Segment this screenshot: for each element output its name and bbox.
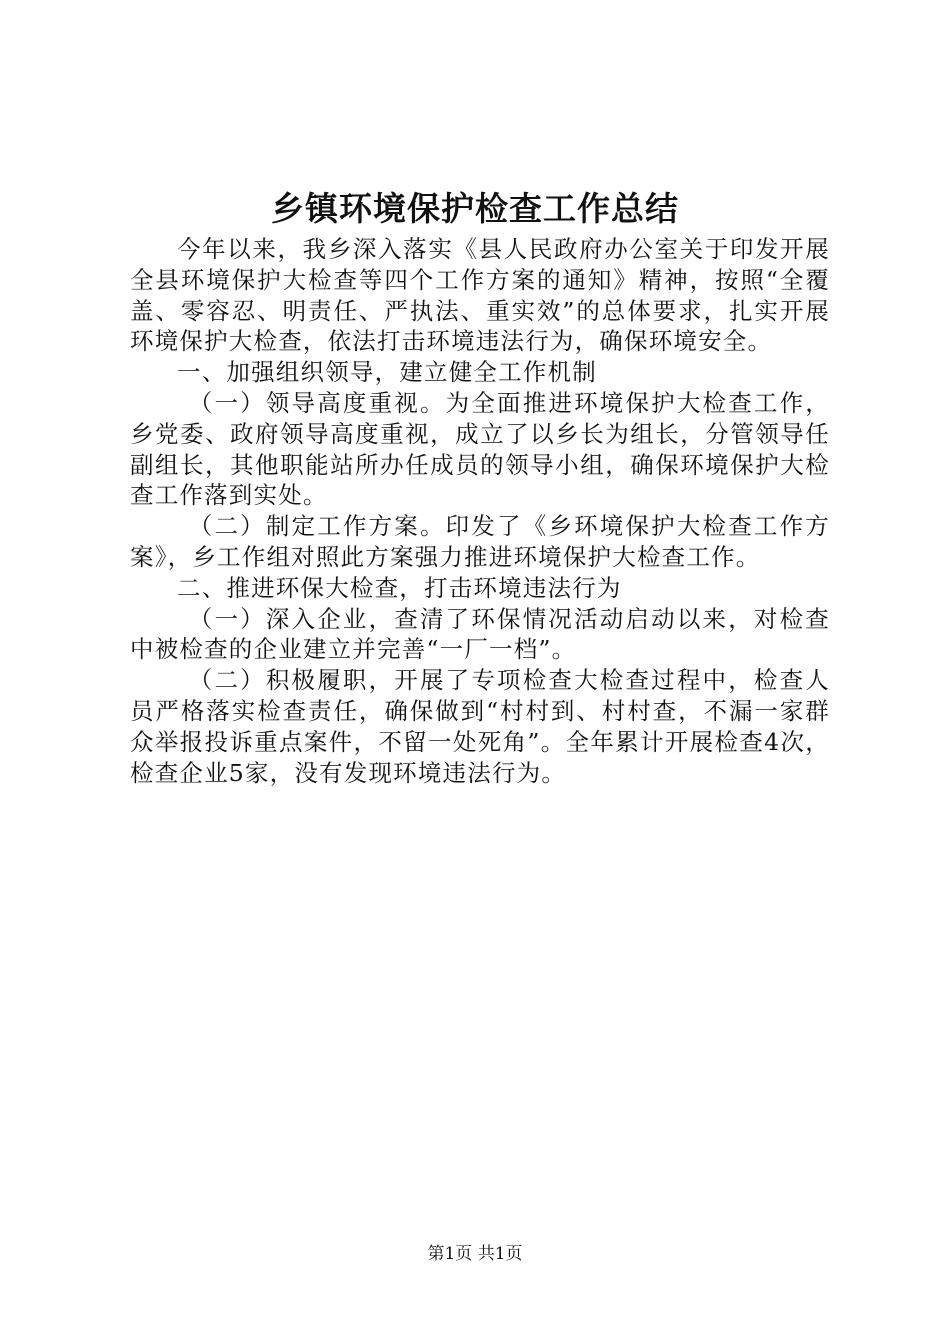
document-body: [130, 234, 830, 788]
section-heading-1: 一、加强组织领导，建立健全工作机制: [177, 358, 597, 387]
subsection-2-2: （二）积极履职，开展了专项检查大检查过程中，检查人员严格落实检查责任，确保做到“村村到、村村查，不漏一家群众举报投诉重点案件，不留一处死角”。全年累计开展检查4次，检查企业5家，没有发现环境违法行为。: [130, 666, 830, 787]
subsection-1-2: （二）制定工作方案。印发了《乡环境保护大检查工作方案》，乡工作组对照此方案强力推进环境保护大检查工作。: [130, 512, 830, 571]
document-title: 乡镇环境保护检查工作总结: [271, 189, 679, 228]
subsection-2-1: （一）深入企业，查清了环保情况活动启动以来，对检查中被检查的企业建立并完善“一厂一档”。: [130, 604, 830, 664]
subsection-1-1: （一）领导高度重视。为全面推进环境保护大检查工作，乡党委、政府领导高度重视，成立了以乡长为组长，分管领导任副组长，其他职能站所办任成员的领导小组，确保环境保护大检查工作落到实处。: [130, 388, 830, 510]
page-footer: 第1页 共1页: [427, 1244, 523, 1264]
intro-paragraph: 今年以来，我乡深入落实《县人民政府办公室关于印发开展全县环境保护大检查等四个工作方案的通知》精神，按照“全覆盖、零容忍、明责任、严执法、重实效”的总体要求，扎实开展环境保护大检查，依法打击环境违法行为，确保环境安全。: [130, 235, 830, 356]
section-heading-2: 二、推进环保大检查，打击环境违法行为: [177, 573, 622, 602]
